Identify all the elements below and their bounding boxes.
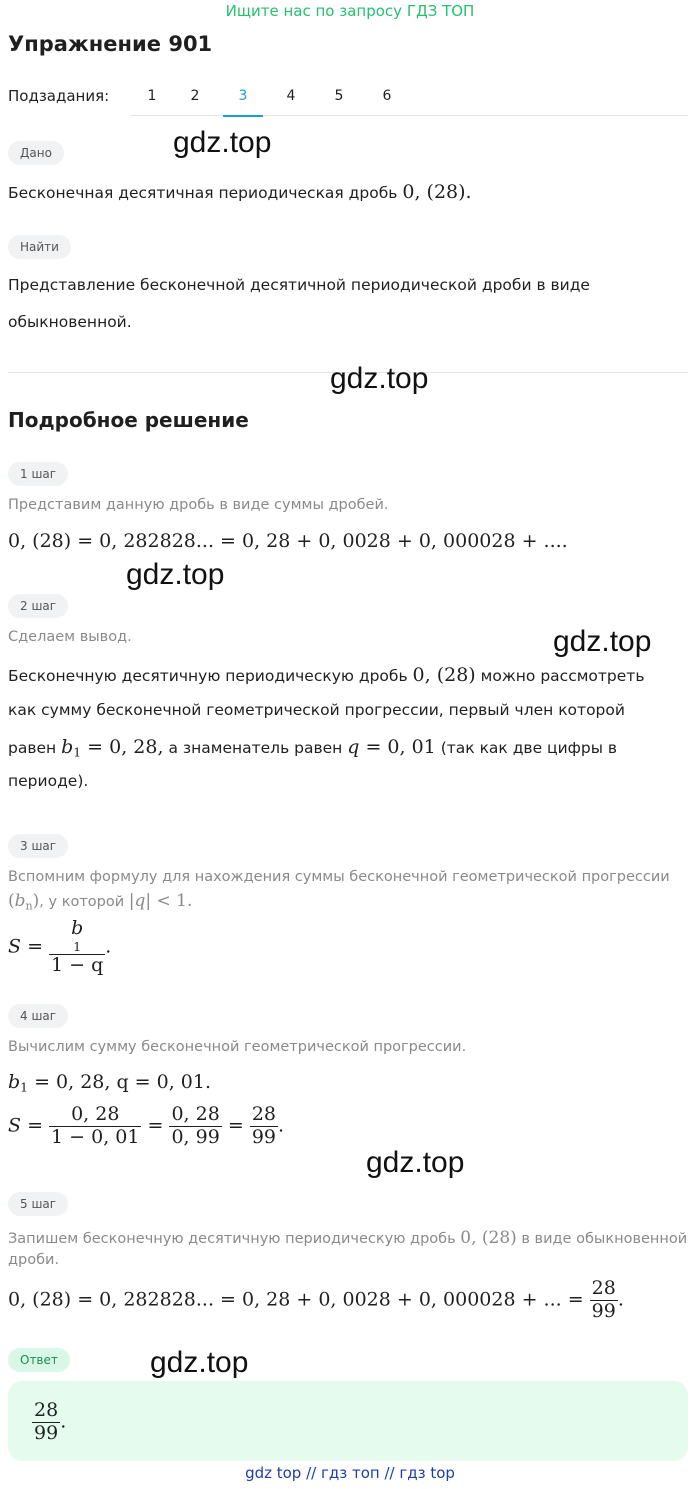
step-1-badge: 1 шаг — [8, 462, 68, 486]
step-2-line-3: равен $b_1 = 0$, 28, а знаменатель равен q = 0, 01 (так как две цифры в — [8, 736, 618, 760]
answer-badge: Ответ — [8, 1348, 70, 1372]
tab-2[interactable]: 2 — [190, 88, 200, 104]
step-4-formula: S = $\frac{0, 28}{1 - 0, 01}$ = $\frac{0, 28}{0, 99}$ = $\frac{28}{99}$ . — [8, 1103, 285, 1148]
subtasks-tabs — [130, 76, 688, 116]
step-2-badge: 2 шаг — [8, 594, 68, 618]
footer-links[interactable]: gdz top // гдз топ // гдз top — [245, 1464, 455, 1482]
step-3-line-1: Вспомним формулу для нахождения суммы бесконечной геометрической прогрессии — [8, 869, 670, 885]
step-4-note: Вычислим сумму бесконечной геометрической прогрессии. — [8, 1039, 467, 1055]
step-2-note: Сделаем вывод. — [8, 629, 132, 645]
watermark: gdz.top — [150, 1346, 249, 1379]
step-2-line-1: Бесконечную десятичную периодическую дробь 0, (28) можно рассмотреть — [8, 664, 645, 686]
step-5-badge: 5 шаг — [8, 1192, 68, 1216]
tab-6[interactable]: 6 — [382, 88, 392, 104]
step-2-line-2: как сумму бесконечной геометрической прогрессии, первый член которой — [8, 701, 625, 719]
watermark: gdz.top — [553, 625, 652, 658]
solution-title: Подробное решение — [8, 408, 249, 432]
subtasks-label: Подзадания: — [8, 87, 110, 105]
step-3-formula: S = b 1 1 − q . — [8, 917, 112, 977]
step-1-note: Представим данную дробь в виде суммы дробей. — [8, 497, 389, 513]
watermark: gdz.top — [126, 558, 225, 591]
watermark: gdz.top — [366, 1146, 465, 1179]
step-5-math: 0, (28) = 0, 282828... = 0, 28 + 0, 0028 + 0, 000028 + ... = $\frac{28}{99}$ . — [8, 1277, 624, 1322]
find-badge: Найти — [8, 235, 71, 259]
answer-value: $\frac{28}{99}$ . — [34, 1399, 67, 1444]
step-3-line-2: $(b_n)$, у которой |q| < 1. — [8, 891, 193, 913]
step-5-line-2: дроби. — [8, 1252, 60, 1268]
find-line-2: обыкновенной. — [8, 313, 132, 331]
tab-1[interactable]: 1 — [147, 88, 157, 104]
given-badge: Дано — [8, 141, 64, 165]
step-3-badge: 3 шаг — [8, 834, 68, 858]
step-4-badge: 4 шаг — [8, 1004, 68, 1028]
watermark: gdz.top — [330, 362, 429, 395]
step-2-line-4: периоде). — [8, 772, 89, 790]
watermark: gdz.top — [173, 126, 272, 159]
answer-box — [8, 1381, 688, 1461]
find-line-1: Представление бесконечной десятичной периодической дроби в виде — [8, 276, 590, 294]
step-1-math: 0, (28) = 0, 282828... = 0, 28 + 0, 0028 + 0, 000028 + .... — [8, 530, 568, 552]
tab-5[interactable]: 5 — [334, 88, 344, 104]
given-text: Бесконечная десятичная периодическая дробь 0, (28). — [8, 181, 472, 203]
step-4-values: $b_1 = 0$, 28, q = 0, 01. — [8, 1071, 212, 1095]
tab-3[interactable]: 3 — [221, 76, 265, 116]
top-banner: Ищите нас по запросу ГДЗ ТОП — [225, 2, 475, 20]
step-5-line-1: Запишем бесконечную десятичную периодическую дробь 0, (28) в виде обыкновенной — [8, 1228, 688, 1248]
tab-4[interactable]: 4 — [286, 88, 296, 104]
page-title: Упражнение 901 — [8, 32, 213, 56]
